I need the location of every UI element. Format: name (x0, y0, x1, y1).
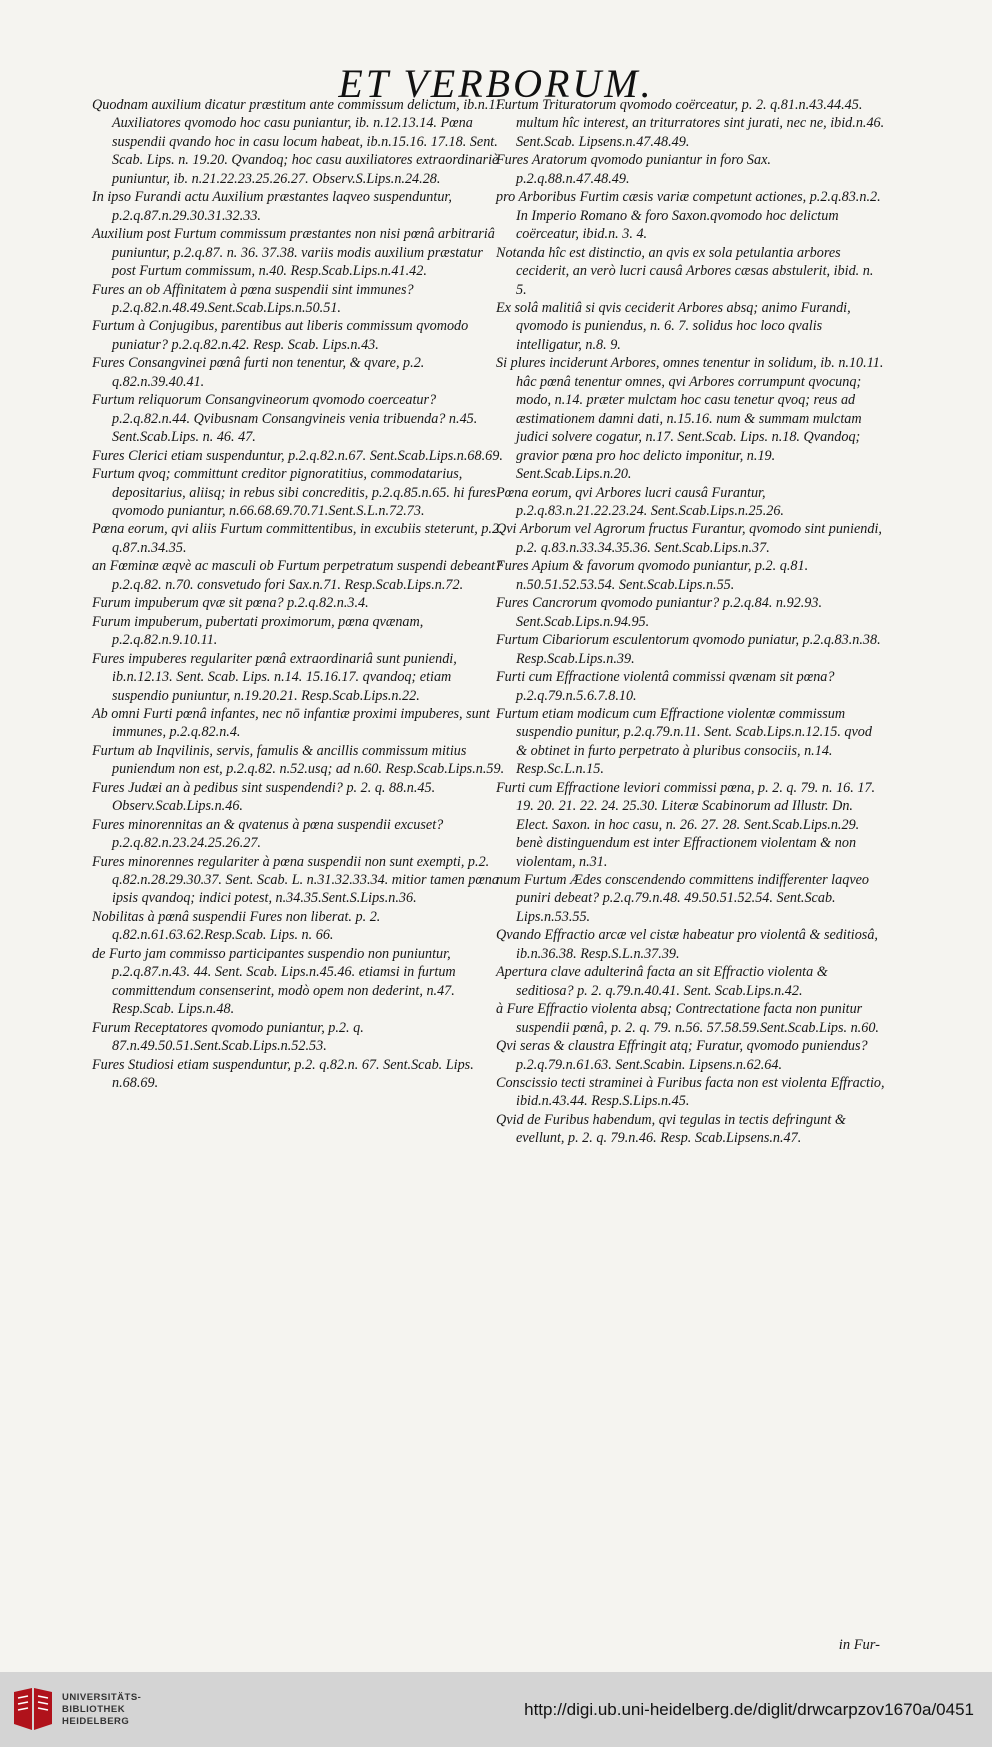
index-entry: Nobilitas à pœnâ suspendii Fures non liberat. p. 2. q.82.n.61.63.62.Resp.Scab. Lips. n. 66. (92, 908, 381, 944)
index-entry: Quodnam auxilium dicatur præstitum ante commissum delictum, ib.n.11. Auxiliatores qvomodo hoc casu puniantur, ib. n.12.13.14. Pœna suspendii qvando hoc in casu locum habeat, ib.n.15.16. 17.18. Sent. Scab. Lips. n. 19.20. Qvandoq; hoc casu auxiliatores extraordinariè puniuntur, ib. n.21.22.23.25.26.27. Observ.S.Lips.n.24.28. (92, 97, 506, 187)
index-entry: Furti cum Effractione violentâ commissi qvænam sit pœna? p.2.q.79.n.5.6.7.8.10. (496, 669, 835, 704)
index-entry: Fures Judæi an à pedibus sint suspendendi? p. 2. q. 88.n.45. Observ.Scab.Lips.n.46. (92, 779, 436, 815)
index-entry: Fures minorennitas an & qvatenus à pœna suspendii excuset? p.2.q.82.n.23.24.25.26.27. (92, 816, 444, 852)
index-entry: an Fœminæ æqvè ac masculi ob Furtum perpetratum suspendi debeant? p.2.q.82. n.70. consvetudo fori Sax.n.71. Resp.Scab.Lips.n.72. (92, 558, 503, 593)
index-entry: Qvid de Furibus habendum, qvi tegulas in tectis defringunt & evellunt, p. 2. q. 79.n.46. Resp. Scab.Lipsens.n.47. (496, 1111, 846, 1147)
index-entry: Fures Clerici etiam suspenduntur, p.2.q.82.n.67. Sent.Scab.Lips.n.68.69. (92, 447, 503, 464)
index-entry: num Furtum Ædes conscendendo committens indifferenter laqveo puniri debeat? p.2.q.79.n.48. 49.50.51.52.54. Sent.Scab. Lips.n.53.55. (496, 872, 870, 925)
index-entry: Pœna eorum, qvi aliis Furtum committentibus, in excubiis steterunt, p.2. q.87.n.34.35. (92, 521, 503, 556)
index-entry: Furtum Cibariorum esculentorum qvomodo puniatur, p.2.q.83.n.38. Resp.Scab.Lips.n.39. (496, 632, 881, 667)
library-name: UNIVERSITÄTS- BIBLIOTHEK HEIDELBERG (62, 1692, 142, 1727)
index-entry: Qvi Arborum vel Agrorum fructus Furantur, qvomodo sint puniendi, p.2. q.83.n.33.34.35.36. Sent.Scab.Lips.n.37. (496, 521, 882, 556)
index-entry: Furtum Trituratorum qvomodo coërceatur, p. 2. q.81.n.43.44.45. multum hîc interest, an triturratores sint jurati, nec ne, ibid.n.46. Sent.Scab. Lipsens.n.47.48.49. (496, 97, 885, 150)
index-entry: Pœna eorum, qvi Arbores lucri causâ Furantur, p.2.q.83.n.21.22.23.24. Sent.Scab.Lips.n.25.26. (496, 484, 784, 519)
index-entry: Furum Receptatores qvomodo puniantur, p.2. q. 87.n.49.50.51.Sent.Scab.Lips.n.52.53. (92, 1019, 364, 1055)
index-entry: In ipso Furandi actu Auxilium præstantes laqveo suspenduntur, p.2.q.87.n.29.30.31.32.33. (92, 189, 452, 224)
index-entry: Furtum etiam modicum cum Effractione violentæ commissum suspendio punitur, p.2.q.79.n.11. Sent. Scab.Lips.n.12.15. qvod & obtinet in furto perpetrato à pluribus consociis, n.14. Resp.Sc.L.n.15. (496, 705, 872, 778)
index-entry: Furtum ab Inqvilinis, servis, famulis & ancillis commissum mitius puniendum non est, p.2.q.82. n.52.usq; ad n.60. Resp.Scab.Lips.n.59. (92, 742, 505, 778)
index-entry: Fures minorennes regulariter à pœna suspendii non sunt exempti, p.2. q.82.n.28.29.30.37. Sent. Scab. L. n.31.32.33.34. mitior tamen pœna ipsis qvandoq; indici potest, n.34.35.Sent.S.Lips.n.36. (92, 853, 499, 907)
viewer-footer (0, 1672, 992, 1747)
index-entry: Furum impuberum qvæ sit pœna? p.2.q.82.n.3.4. (92, 595, 369, 612)
index-column-right (496, 96, 886, 1148)
index-entry: Fures an ob Affinitatem à pœna suspendii sint immunes? p.2.q.82.n.48.49.Sent.Scab.Lips.n.50.51. (92, 281, 414, 316)
index-entry: Ex solâ malitiâ si qvis ceciderit Arbores absq; animo Furandi, qvomodo is puniendus, n. 6. 7. solidus hoc loco qvalis intelligatur, n.8. 9. (496, 299, 851, 353)
index-entry: de Furto jam commisso participantes suspendio non puniuntur, p.2.q.87.n.43. 44. Sent. Scab. Lips.n.45.46. etiamsi in furtum committendum consenserint, modò opem non dederint, n.47. Resp.Scab. Lips.n.48. (92, 945, 456, 1018)
running-head: ET VERBORUM. (338, 61, 654, 106)
index-entry: Furtum qvoq; committunt creditor pignoratitius, commodatarius, depositarius, aliisq; in rebus sibi concreditis, p.2.q.85.n.65. hi fures qvomodo puniantur, n.66.68.69.70.71.Sent.S.L.n.72.73. (92, 466, 496, 519)
index-entry: Si plures inciderunt Arbores, omnes tenentur in solidum, ib. n.10.11. hâc pœnâ tenentur omnes, qvi Arbores corrumpunt qvocunq; modo, n.14. præter mulctam hoc casu tenetur qvoq; reus ad æstimationem damni dati, n.15.16. num & summam mulctam judici solvere cogatur, n.17. Sent.Scab. Lips. n.18. Qvandoq; gravior pœna pro hoc delicto imponitur, n.19. Sent.Scab.Lips.n.20. (496, 355, 884, 483)
index-column-left (92, 96, 510, 1092)
index-entry: Fures impuberes regulariter pœnâ extraordinariâ sunt puniendi, ib.n.12.13. Sent. Scab. Lips. n.14. 15.16.17. qvandoq; etiam suspendio puniuntur, n.19.20.21. Resp.Scab.Lips.n.22. (92, 650, 457, 704)
index-entry: Fures Cancrorum qvomodo puniantur? p.2.q.84. n.92.93. Sent.Scab.Lips.n.94.95. (496, 595, 823, 630)
index-entry: Qvando Effractio arcæ vel cistæ habeatur pro violentâ & seditiosâ, ib.n.36.38. Resp.S.L.n.37.39. (496, 927, 878, 962)
permalink-url[interactable]: http://digi.ub.uni-heidelberg.de/diglit/drwcarpzov1670a/0451 (524, 1700, 974, 1719)
index-entry: Conscissio tecti straminei à Furibus facta non est violenta Effractio, ibid.n.43.44. Resp.S.Lips.n.45. (496, 1075, 885, 1110)
index-entry: Fures Aratorum qvomodo puniantur in foro Sax. p.2.q.88.n.47.48.49. (496, 152, 771, 187)
index-entry: Auxilium post Furtum commissum præstantes non nisi pœnâ arbitrariâ puniuntur, p.2.q.87. n. 36. 37.38. variis modis auxilium præstatur post Furtum commissum, n.40. Resp.Scab.Lips.n.41.42. (92, 226, 495, 280)
index-entry: Furtum reliquorum Consangvineorum qvomodo coerceatur? p.2.q.82.n.44. Qvibusnam Consangvineis venia tribuenda? n.45. Sent.Scab.Lips. n. 46. 47. (92, 392, 478, 446)
index-entry: Notanda hîc est distinctio, an qvis ex sola petulantia arbores ceciderit, an verò lucri causâ Arbores cæsas abstulerit, ibid. n. 5. (496, 244, 874, 298)
index-entry: Furum impuberum, pubertati proximorum, pœna qvænam, p.2.q.82.n.9.10.11. (92, 613, 424, 649)
index-entry: Fures Apium & favorum qvomodo puniantur, p.2. q.81. n.50.51.52.53.54. Sent.Scab.Lips.n.55. (496, 558, 809, 593)
index-entry: Fures Consangvinei pœnâ furti non tenentur, & qvare, p.2. q.82.n.39.40.41. (92, 355, 425, 390)
index-entry: Furtum à Conjugibus, parentibus aut liberis commissum qvomodo puniatur? p.2.q.82.n.42. Resp. Scab. Lips.n.43. (92, 318, 469, 353)
index-entry: Ab omni Furti pœnâ infantes, nec nō infantiæ proximi impuberes, sunt immunes, p.2.q.82.n.4. (92, 705, 490, 741)
index-entry: à Fure Effractio violenta absq; Contrectatione facta non punitur suspendii pœnâ, p. 2. q. 79. n.56. 57.58.59.Sent.Scab.Lips. n.60. (496, 1001, 879, 1036)
index-entry: Furti cum Effractione leviori commissi pœna, p. 2. q. 79. n. 16. 17. 19. 20. 21. 22. 24. 25.30. Literæ Scabinorum ad Illustr. Dn. Elect. Saxon. in hoc casu, n. 26. 27. 28. Sent.Scab.Lips.n.29. benè distinguendum est inter Effractionem violentam & non violentam, n.31. (496, 779, 876, 870)
catchword: in Fur- (838, 1637, 880, 1653)
index-entry: Qvi seras & claustra Effringit atq; Furatur, qvomodo puniendus? p.2.q.79.n.61.63. Sent.Scabin. Lipsens.n.62.64. (496, 1038, 868, 1073)
index-entry: Apertura clave adulterinâ facta an sit Effractio violenta & seditiosa? p. 2. q.79.n.40.41. Sent. Scab.Lips.n.42. (496, 964, 828, 999)
index-entry: pro Arboribus Furtim cæsis variæ competunt actiones, p.2.q.83.n.2. In Imperio Romano & foro Saxon.qvomodo hoc delictum coërceatur, ibid.n. 3. 4. (496, 189, 881, 243)
index-entry: Fures Studiosi etiam suspenduntur, p.2. q.82.n. 67. Sent.Scab. Lips. n.68.69. (92, 1056, 474, 1092)
university-seal-icon (10, 1686, 56, 1734)
